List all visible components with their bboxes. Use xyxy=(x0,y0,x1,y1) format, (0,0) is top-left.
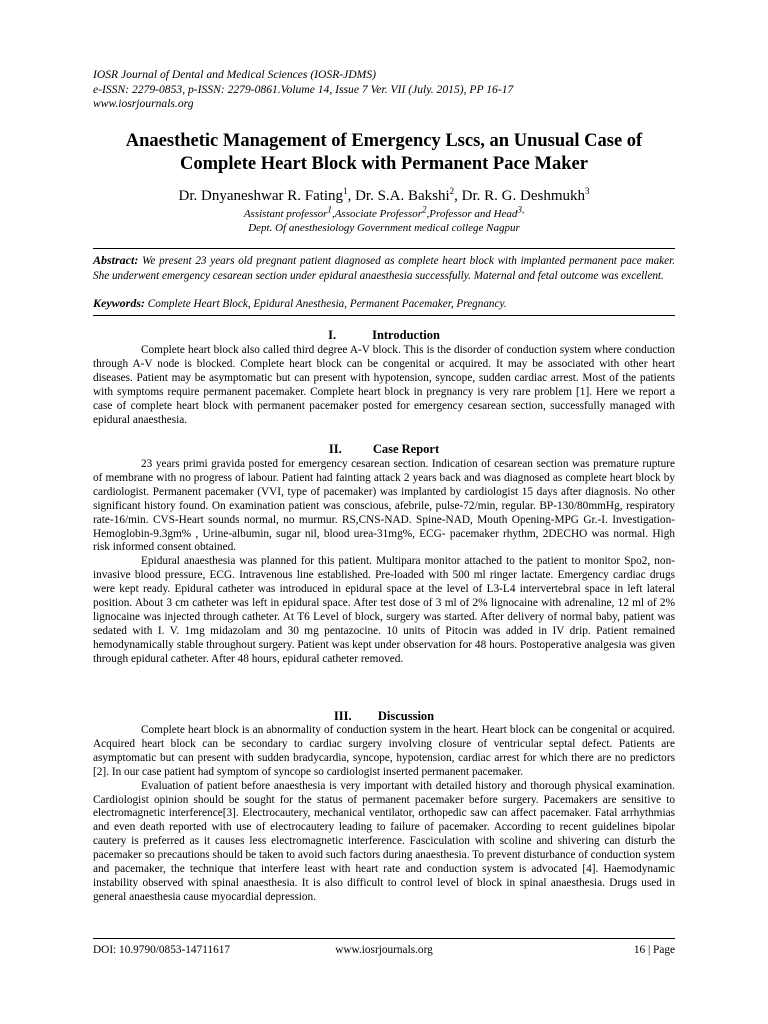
title-line-2: Complete Heart Block with Permanent Pace Maker xyxy=(180,154,588,174)
journal-website: www.iosrjournals.org xyxy=(93,97,194,110)
role-1-sup: 1 xyxy=(327,204,332,215)
introduction-body xyxy=(93,344,675,427)
abstract xyxy=(93,253,675,283)
author-3-sup: 3 xyxy=(585,186,590,196)
section-heading-discussion xyxy=(93,709,675,724)
introduction-paragraph-1: Complete heart block also called third degree A-V block. This is the disorder of conduction system where conduction through A-V node is blocked. Complete heart block can be congenital or acquired. It may be associated with other heart diseases. Patient may be asymptomatic but can present with hypotension, syncope, sudden cardiac arrest. Most of the patients with symptoms require permanent pacemaker. Complete heart block in pregnancy is very rare problem [1]. Here we report a case of complete heart block with permanent pacemaker posted for emergency cesarean section, successfully managed with epidural anaesthesia. xyxy=(93,344,675,426)
author-1: Dr. Dnyaneshwar R. Fating xyxy=(178,188,344,204)
journal-issn: e-ISSN: 2279-0853, p-ISSN: 2279-0861.Volume 14, Issue 7 Ver. VII (July. 2015), PP 16-17 xyxy=(93,82,514,96)
section-number: II. xyxy=(328,442,342,456)
case-report-paragraph-1: 23 years primi gravida posted for emergency cesarean section. Indication of cesarean section was premature rupture of membrane with no progress of labour. Patient had fainting attack 2 years back and was diagnosed as complete heart block by cardiologist. Permanent pacemaker (VVI, type of pacemaker) was implanted by cardiologist 15 days after diagnosis. No other significant history found. On examination patient was conscious, afebrile, pulse-72/min, regular. BP-130/80mmHg, respiratory rate-16/min. CVS-Heart sounds normal, no murmur. RS,CNS-NAD. Spine-NAD, Mouth Opening-MPG Gr.-I. Investigation-Hemoglobin-9.3gm% , Urine-albumin, sugar nil, blood urea-31mg%, ECG- pacemaker rhythm, 2DECHO was normal. High risk informed consent obtained. xyxy=(93,458,675,554)
discussion-paragraph-2: Evaluation of patient before anaesthesia is very important with detailed history and thorough physical examination. Cardiologist opinion should be sought for the status of permanent pacemaker before surgery. Pacemakers are sensitive to electromagnetic interference[3]. Electrocautery, mechanical ventilator, orthopedic saw can affect pacemaker. Fatal arrhythmias and even death reported with use of electrocautery leading to failure of pacemaker. According to recent guidelines bipolar cautery is preferred as it causes less electromagnetic interference. Fasciculation with scoline and shivering can disturb the pacemaker so precautions should be taken to avoid such factors during anaesthesia. To prevent disturbance of conduction system and pacemaker, the technique that interfere least with heart rate and conduction system is advocated [4]. Haemodynamic instability observed with spinal anaesthesia. It is also difficult to control level of block in spinal anaesthesia. Drugs used in general anaesthesia cause myocardial depression. xyxy=(93,779,675,903)
case-report-paragraph-2: Epidural anaesthesia was planned for this patient. Multipara monitor attached to the patient to monitor Spo2, non-invasive blood pressure, ECG. Intravenous line established. Pre-loaded with 500 ml ringer lactate. Emergency cardiac drugs were kept ready. Epidural catheter was introduced in epidural space at the level of L3-L4 intervertebral space in left lateral position. About 3 cm catheter was left in epidural space. After test dose of 3 ml of 2% lignocaine with adrenaline, 12 ml of 2% lignocaine was injected through catheter. At T6 Level of block, surgery was started. After delivery of normal baby, patient was sedated with I. V. 1mg midazolam and 30 mg pentazocine. 10 units of Pitocin was added in IV drip. Patient remained hemodynamically stable throughout surgery. Patient was kept under observation for 48 hours. Postoperative analgesia was given through epidural catheter. After 48 hours, epidural catheter removed. xyxy=(93,555,675,665)
role-1: Assistant professor xyxy=(243,208,328,220)
case-report-body xyxy=(93,458,675,667)
journal-header xyxy=(93,68,513,112)
role-3-sup: 3, xyxy=(517,204,525,215)
affiliation-dept: Dept. Of anesthesiology Government medical college Nagpur xyxy=(248,222,520,234)
author-1-sup: 1 xyxy=(343,186,348,196)
footer-website: www.iosrjournals.org xyxy=(335,944,433,956)
section-heading-introduction xyxy=(93,328,675,343)
keywords-text: Complete Heart Block, Epidural Anesthesia, Permanent Pacemaker, Pregnancy. xyxy=(147,298,507,310)
role-2-sup: 2 xyxy=(421,204,427,215)
discussion-body xyxy=(93,724,675,905)
abstract-top-rule xyxy=(93,248,675,249)
abstract-label: Abstract: xyxy=(93,253,139,267)
section-number: III. xyxy=(333,709,352,723)
paper-title xyxy=(80,130,688,176)
section-title: Case Report xyxy=(372,442,440,456)
abstract-bottom-rule xyxy=(93,315,675,316)
author-2-sup: 2 xyxy=(449,186,455,196)
discussion-paragraph-1: Complete heart block is an abnormality of conduction system in the heart. Heart block can be congenital or acquired. Acquired heart block can be secondary to cardiac surgery involving closure of ventricular septal defect. Patients are asymptomatic but can present with sudden bradycardia, syncope, hypotension, cardiac arrest for which there are no predictors [2]. In our case patient had symptom of syncope so cardiologist inserted permanent pacemaker. xyxy=(93,724,675,778)
footer-doi: DOI: 10.9790/0853-14711617 xyxy=(93,944,231,956)
journal-name: IOSR Journal of Dental and Medical Sciences (IOSR-JDMS) xyxy=(93,68,376,81)
title-line-1: Anaesthetic Management of Emergency Lscs, an Unusual Case of xyxy=(125,131,643,151)
footer-page-number: 16 | Page xyxy=(633,944,675,956)
footer-rule xyxy=(93,938,675,939)
role-3: ,Professor and Head xyxy=(426,208,518,220)
keywords-label: Keywords: xyxy=(93,296,145,310)
section-title: Introduction xyxy=(372,328,440,342)
author-list xyxy=(80,187,688,205)
author-2: , Dr. S.A. Bakshi xyxy=(347,188,450,204)
abstract-text: We present 23 years old pregnant patient diagnosed as complete heart block with implanted permanent pace maker. She underwent emergency cesarean section under epidural anaesthesia successfully. Maternal and fetal outcome was excellent. xyxy=(93,255,675,282)
keywords xyxy=(93,296,675,312)
affiliation-roles xyxy=(80,204,688,221)
author-3: , Dr. R. G. Deshmukh xyxy=(454,188,585,204)
section-number: I. xyxy=(328,328,337,342)
affiliation xyxy=(80,204,688,235)
role-2: ,Associate Professor xyxy=(331,208,422,220)
section-title: Discussion xyxy=(377,709,435,723)
section-heading-case-report xyxy=(93,442,675,457)
